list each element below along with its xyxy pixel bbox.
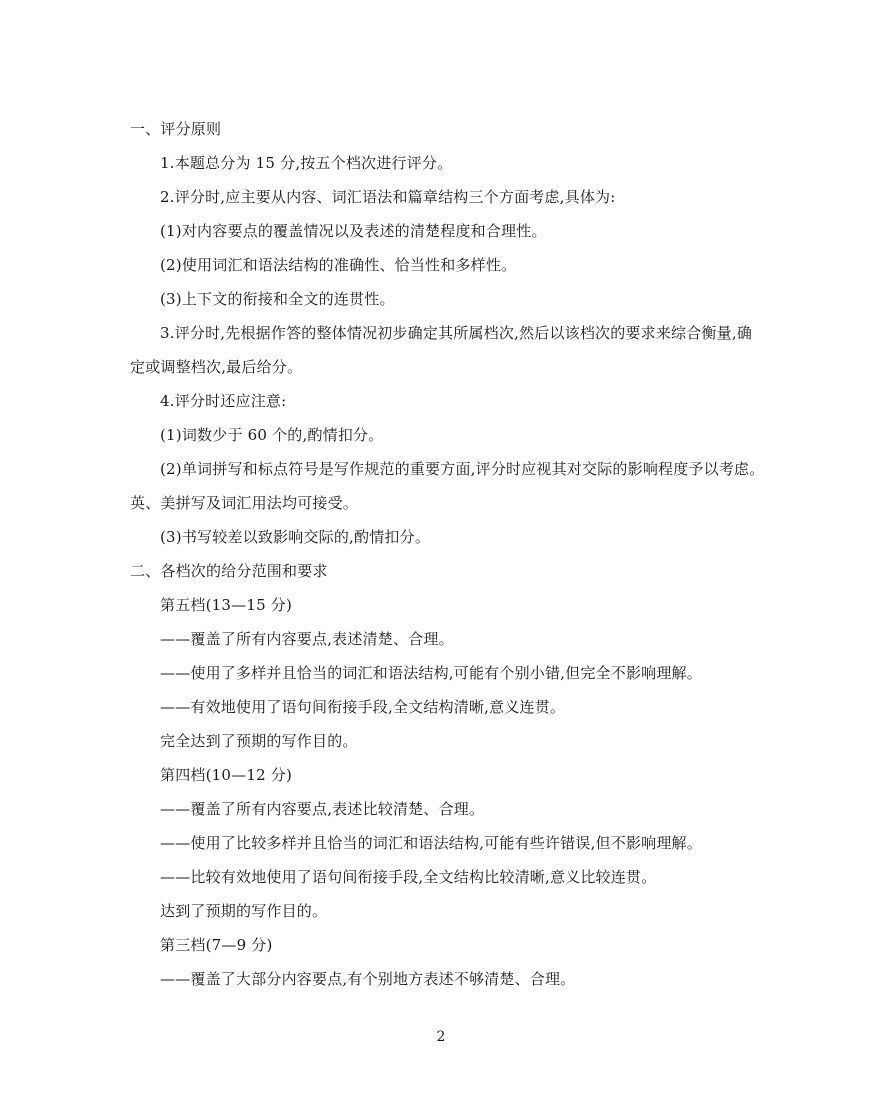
grade-criterion: ——使用了比较多样并且恰当的词汇和语法结构,可能有些许错误,但不影响理解。 xyxy=(160,834,702,852)
grade-criterion: ——覆盖了大部分内容要点,有个别地方表述不够清楚、合理。 xyxy=(160,970,576,988)
paragraph-line: 2.评分时,应主要从内容、词汇语法和篇章结构三个方面考虑,具体为: xyxy=(160,188,616,206)
paragraph-line: 4.评分时还应注意: xyxy=(160,392,287,410)
document-body xyxy=(130,112,765,996)
grade-criterion: ——覆盖了所有内容要点,表述比较清楚、合理。 xyxy=(160,800,485,818)
grade-summary: 完全达到了预期的写作目的。 xyxy=(160,732,358,750)
paragraph-line: (3)上下文的衔接和全文的连贯性。 xyxy=(160,290,395,308)
section-heading-grade-ranges: 二、各档次的给分范围和要求 xyxy=(130,562,328,580)
paragraph-line: (1)对内容要点的覆盖情况以及表述的清楚程度和合理性。 xyxy=(160,222,547,240)
paragraph-line-continued: 定或调整档次,最后给分。 xyxy=(130,358,303,376)
paragraph-line-continued: 英、美拼写及词汇用法均可接受。 xyxy=(130,494,359,512)
paragraph-line: 3.评分时,先根据作答的整体情况初步确定其所属档次,然后以该档次的要求来综合衡量,确 xyxy=(160,324,753,342)
grade-heading: 第四档(10—12 分) xyxy=(160,766,293,784)
section-heading-scoring-principles: 一、评分原则 xyxy=(130,120,222,138)
grade-criterion: ——比较有效地使用了语句间衔接手段,全文结构比较清晰,意义比较连贯。 xyxy=(160,868,657,886)
grade-heading: 第五档(13—15 分) xyxy=(160,596,293,614)
paragraph-line: (1)词数少于 60 个的,酌情扣分。 xyxy=(160,426,384,444)
paragraph-line: (3)书写较差以致影响交际的,酌情扣分。 xyxy=(160,528,431,546)
paragraph-line: (2)使用词汇和语法结构的准确性、恰当性和多样性。 xyxy=(160,256,517,274)
grade-criterion: ——覆盖了所有内容要点,表述清楚、合理。 xyxy=(160,630,454,648)
page-number: 2 xyxy=(436,1029,446,1045)
grade-summary: 达到了预期的写作目的。 xyxy=(160,902,328,920)
grade-criterion: ——有效地使用了语句间衔接手段,全文结构清晰,意义连贯。 xyxy=(160,698,566,716)
paragraph-line: (2)单词拼写和标点符号是写作规范的重要方面,评分时应视其对交际的影响程度予以考虑。 xyxy=(160,460,765,478)
grade-criterion: ——使用了多样并且恰当的词汇和语法结构,可能有个别小错,但完全不影响理解。 xyxy=(160,664,702,682)
paragraph-line: 1.本题总分为 15 分,按五个档次进行评分。 xyxy=(160,154,453,172)
grade-heading: 第三档(7—9 分) xyxy=(160,936,273,954)
